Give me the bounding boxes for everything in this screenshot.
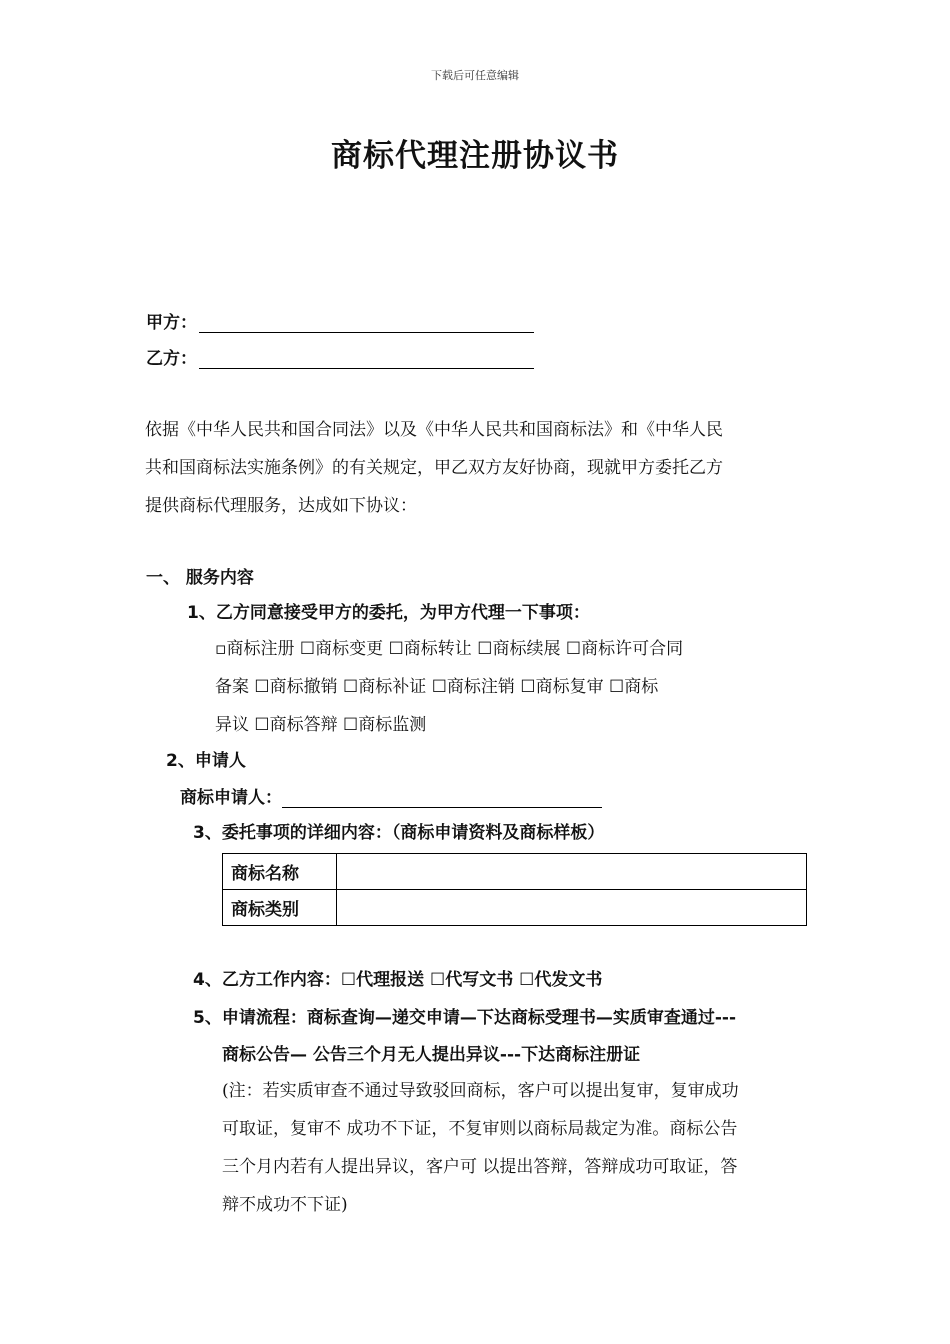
trademark-name-cell[interactable] bbox=[337, 854, 807, 890]
item-2: 2、申请人 bbox=[166, 751, 246, 771]
note-line-2: 可取证，复审不 成功不下证，不复审则以商标局裁定为准。商标公告 bbox=[222, 1119, 738, 1139]
header-note: 下载后可任意编辑 bbox=[431, 69, 519, 82]
table-row bbox=[223, 890, 807, 926]
item-4[interactable]: 4、乙方工作内容：☐代理报送 ☐代写文书 ☐代发文书 bbox=[193, 970, 603, 990]
service-options-line-2[interactable]: 备案 ☐商标撤销 ☐商标补证 ☐商标注销 ☐商标复审 ☐商标 bbox=[215, 677, 659, 697]
party-a-label: 甲方： bbox=[146, 313, 197, 333]
trademark-name-label: 商标名称 bbox=[223, 854, 337, 890]
intro-line-2: 共和国商标法实施条例》的有关规定，甲乙双方友好协商，现就甲方委托乙方 bbox=[145, 458, 723, 478]
trademark-class-label: 商标类别 bbox=[223, 890, 337, 926]
item-3: 3、委托事项的详细内容：（商标申请资料及商标样板） bbox=[193, 823, 605, 843]
party-a-row bbox=[146, 308, 534, 333]
intro-line-3: 提供商标代理服务，达成如下协议： bbox=[145, 496, 417, 516]
item-5-line-1: 5、申请流程：商标查询—递交申请—下达商标受理书—实质审查通过--- bbox=[193, 1008, 736, 1028]
applicant-blank[interactable] bbox=[282, 789, 602, 808]
trademark-info-table bbox=[222, 853, 807, 926]
party-b-blank[interactable] bbox=[199, 350, 534, 369]
service-options-line-1[interactable]: ▫商标注册 ☐商标变更 ☐商标转让 ☐商标续展 ☐商标许可合同 bbox=[215, 639, 684, 659]
item-5-line-2: 商标公告— 公告三个月无人提出异议---下达商标注册证 bbox=[222, 1045, 641, 1065]
intro-line-1: 依据《中华人民共和国合同法》以及《中华人民共和国商标法》和《中华人民 bbox=[145, 420, 723, 440]
trademark-class-cell[interactable] bbox=[337, 890, 807, 926]
applicant-row bbox=[180, 783, 602, 808]
service-options-line-3[interactable]: 异议 ☐商标答辩 ☐商标监测 bbox=[215, 715, 427, 735]
document-title: 商标代理注册协议书 bbox=[331, 138, 619, 174]
table-row bbox=[223, 854, 807, 890]
party-b-label: 乙方： bbox=[146, 349, 197, 369]
note-line-3: 三个月内若有人提出异议，客户可 以提出答辩，答辩成功可取证，答 bbox=[222, 1157, 738, 1177]
applicant-label: 商标申请人： bbox=[180, 788, 282, 808]
note-line-4: 辩不成功不下证) bbox=[222, 1195, 348, 1215]
party-b-row bbox=[146, 344, 534, 369]
party-a-blank[interactable] bbox=[199, 314, 534, 333]
note-line-1: (注：若实质审查不通过导致驳回商标，客户可以提出复审，复审成功 bbox=[222, 1081, 739, 1101]
section-heading-services: 一、 服务内容 bbox=[146, 568, 254, 588]
item-1: 1、乙方同意接受甲方的委托，为甲方代理一下事项： bbox=[187, 603, 590, 623]
